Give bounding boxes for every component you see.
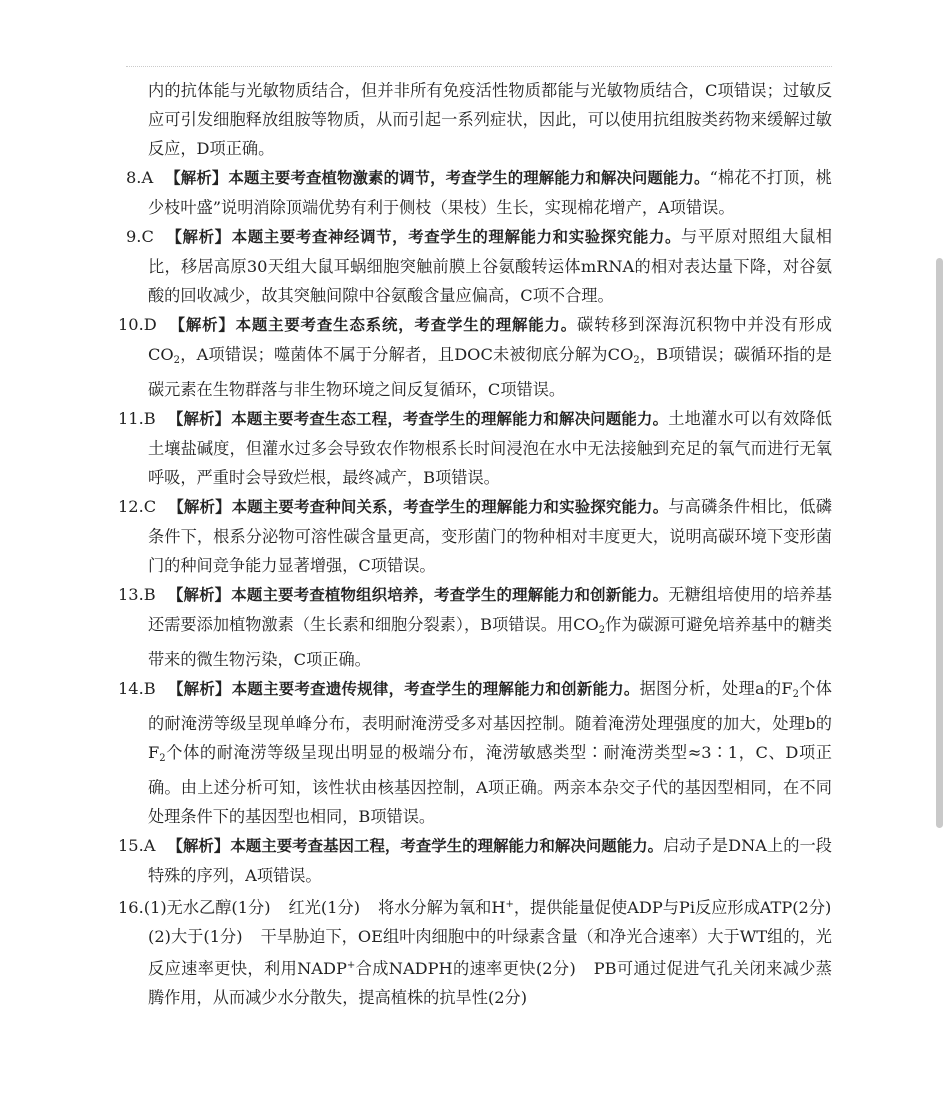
- question-number: 10.: [118, 315, 144, 334]
- answer-letter: B: [143, 409, 156, 428]
- question-14: [118, 674, 832, 831]
- question-number: 13.: [118, 585, 144, 604]
- analysis-heading: 本题主要考查植物组织培养，考查学生的理解能力和创新能力。: [231, 586, 669, 604]
- analysis-heading: 本题主要考查遗传规律，考查学生的理解能力和创新能力。: [231, 680, 640, 698]
- question-number: 14.: [118, 679, 144, 698]
- question-number: 8.: [126, 168, 142, 187]
- answer-letter: A: [141, 168, 154, 187]
- analysis-heading: 本题主要考查植物激素的调节，考查学生的理解能力和解决问题能力。: [228, 169, 710, 187]
- analysis-body: 作为碳源可避免培养基中的糖类带来的微生物污染，C项正确。: [148, 615, 833, 669]
- analysis-body: 个体的耐淹涝等级呈现出明显的极端分布，淹涝敏感类型∶耐淹涝类型≈3∶1，C、D项正确。由上述分析可知，该性状由核基因控制，A项正确。两亲本杂交子代的基因型相同，在不同处理条件下的基因型也相同，B项错误。: [148, 743, 832, 826]
- analysis-heading: 本题主要考查生态工程，考查学生的理解能力和解决问题能力。: [231, 410, 669, 428]
- question-8: [126, 163, 832, 222]
- analysis-tag: 【解析】: [168, 498, 231, 516]
- analysis-body: 据图分析，处理a的F: [639, 679, 793, 698]
- superscript: +: [346, 960, 356, 971]
- analysis-heading: 本题主要考查种间关系，考查学生的理解能力和实验探究能力。: [231, 498, 669, 516]
- subscript: 2: [598, 625, 606, 636]
- subscript: 2: [173, 355, 181, 366]
- question-12: [118, 492, 832, 580]
- answer-part: PB可通过促进气孔关闭来减少蒸腾作用，从而减少水分散失，提高植株的抗旱性(2分): [148, 959, 832, 1007]
- analysis-tag: 【解析】: [167, 586, 231, 604]
- analysis-tag: 【解析】: [168, 316, 235, 334]
- answer-part: 红光(1分): [288, 898, 361, 917]
- answer-letter: C: [141, 227, 154, 246]
- cropped-previous-line: [126, 62, 832, 70]
- answer-explanations: [118, 76, 833, 1041]
- analysis-body: 碳转移到深海沉积物中并没有形成CO: [148, 315, 832, 364]
- question-11: [118, 404, 832, 492]
- answer-letter: C: [143, 497, 157, 516]
- blank-area: [0, 1012, 950, 1096]
- answer-letter: D: [143, 315, 157, 334]
- question-9: [126, 222, 832, 310]
- scrollbar-thumb[interactable]: [936, 258, 943, 828]
- question-number: 11.: [118, 409, 144, 428]
- answer-letter: B: [143, 679, 156, 698]
- paragraph-continuation: [126, 76, 832, 163]
- analysis-body: 与高磷条件相比，低磷条件下，根系分泌物可溶性碳含量更高，变形菌门的物种相对丰度更大，说明高碳环境下变形菌门的种间竞争能力显著增强，C项错误。: [148, 497, 832, 575]
- question-10: [118, 310, 832, 404]
- question-15: [118, 831, 832, 890]
- analysis-heading: 本题主要考查神经调节，考查学生的理解能力和实验探究能力。: [231, 228, 682, 246]
- analysis-tag: 【解析】: [167, 837, 230, 855]
- analysis-tag: 【解析】: [165, 228, 231, 246]
- analysis-body: 启动子是DNA上的一段特殊的序列，A项错误。: [148, 836, 832, 885]
- question-number: 15.: [118, 836, 144, 855]
- analysis-body: 与平原对照组大鼠相比，移居高原30天组大鼠耳蜗细胞突触前膜上谷氨酸转运体mRNA的相对表达量下降，对谷氨酸的回收减少，故其突触间隙中谷氨酸含量应偏高，C项不合理。: [148, 227, 832, 305]
- analysis-tag: 【解析】: [167, 680, 231, 698]
- answer-part: 合成NADPH的速率更快(2分): [355, 959, 576, 978]
- analysis-body: ，A项错误；噬菌体不属于分解者，且DOC未被彻底分解为CO: [180, 345, 634, 364]
- question-number: 12.: [118, 497, 144, 516]
- answer-part: ，提供能量促使ADP与Pi反应形成ATP(2分): [513, 898, 832, 917]
- answer-part: 干旱胁迫下，OE组叶肉细胞中的叶绿素含量（和净光合速率）大于WT组的，光反应速率更快，利用NADP: [148, 927, 832, 978]
- analysis-body: ，B项错误；碳循环指的是碳元素在生物群落与非生物环境之间反复循环，C项错误。: [148, 345, 832, 399]
- superscript: +: [505, 899, 514, 910]
- continuation-text: 内的抗体能与光敏物质结合，但并非所有免疫活性物质都能与光敏物质结合，C项错误；过敏反应可引发细胞释放组胺等物质，从而引起一系列症状，因此，可以使用抗组胺类药物来缓解过敏反应，D项正确。: [148, 81, 832, 158]
- analysis-body: 无糖组培使用的培养基还需要添加植物激素（生长素和细胞分裂素），B项错误。用CO: [148, 585, 832, 634]
- question-16: [118, 890, 832, 922]
- subscript: 2: [633, 355, 640, 366]
- analysis-heading: 本题主要考查生态系统，考查学生的理解能力。: [235, 316, 578, 334]
- answer-letter: B: [143, 585, 156, 604]
- answer-part: (1)无水乙醇(1分): [143, 898, 271, 917]
- question-number: 16.: [118, 898, 144, 917]
- question-13: [118, 580, 833, 674]
- analysis-tag: 【解析】: [167, 410, 231, 428]
- subscript: 2: [792, 689, 800, 700]
- question-16-part-2: [126, 922, 832, 1012]
- analysis-heading: 本题主要考查基因工程，考查学生的理解能力和解决问题能力。: [230, 837, 664, 855]
- question-number: 9.: [126, 227, 142, 246]
- analysis-body: 土地灌水可以有效降低土壤盐碱度，但灌水过多会导致农作物根系长时间浸泡在水中无法接触到充足的氧气而进行无氧呼吸，严重时会导致烂根，最终减产，B项错误。: [148, 409, 832, 487]
- answer-part: (2)大于(1分): [148, 927, 243, 946]
- subscript: 2: [159, 753, 166, 764]
- answer-part: 将水分解为氧和H: [378, 898, 506, 917]
- analysis-body: “棉花不打顶，桃少枝叶盛”说明消除顶端优势有利于侧枝（果枝）生长，实现棉花增产，A项错误。: [148, 168, 832, 217]
- answer-letter: A: [143, 836, 156, 855]
- analysis-body: 个体的耐淹涝等级呈现单峰分布，表明耐淹涝受多对基因控制。随着淹涝处理强度的加大，处理b的F: [148, 679, 832, 762]
- analysis-tag: 【解析】: [165, 169, 228, 187]
